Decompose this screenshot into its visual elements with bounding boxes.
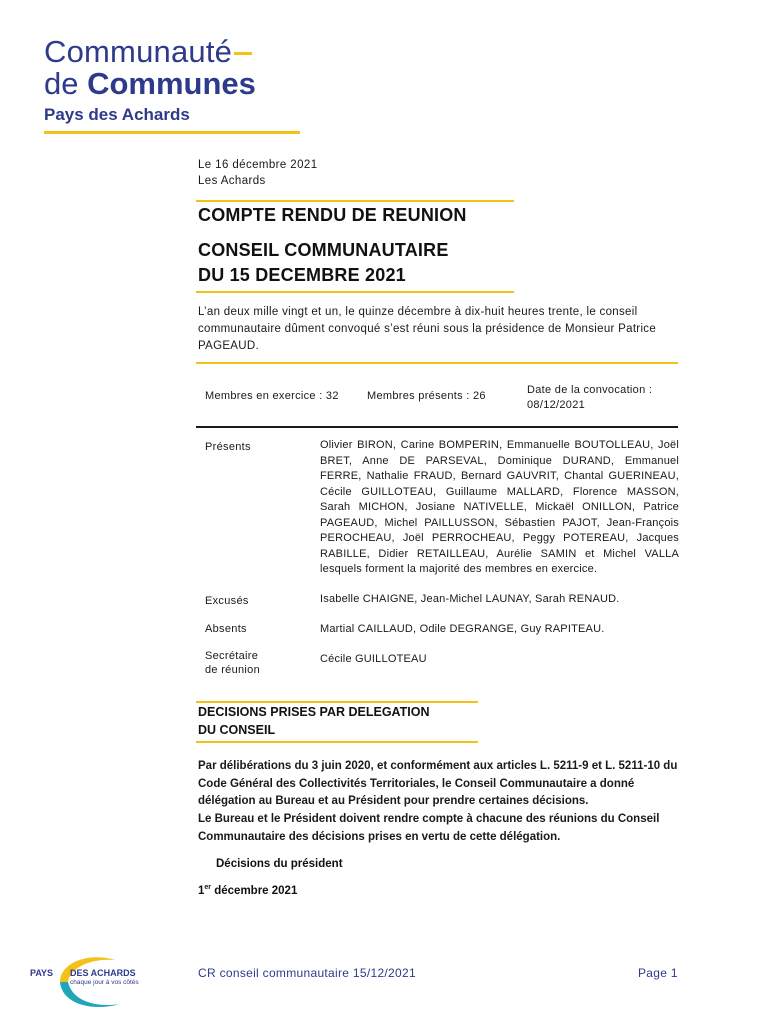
title-bottom-rule xyxy=(196,291,514,293)
secretary-name: Cécile GUILLOTEAU xyxy=(320,653,427,665)
decision-date xyxy=(198,879,297,900)
footer-logo xyxy=(30,952,160,1012)
stats-rule xyxy=(196,426,678,428)
absent-label: Absents xyxy=(205,623,247,635)
decisions-title-line2: DU CONSEIL xyxy=(198,723,276,737)
document-place: Les Achards xyxy=(198,175,266,187)
present-list: Olivier BIRON, Carine BOMPERIN, Emmanuelle BOUTOLLEAU, Joël BRET, Anne DE PARSEVAL, Dominique DURAND, Emmanuel FERRE, Nathalie FRAUD, Bernard GAUVRIT, Chantal GUERINEAU, Cécile GUILLOTEAU, Guillaume MALLARD, Florence MASSON, Sarah MICHON, Josiane NATIVELLE, Mickaël ONILLON, Patrice PAGEAUD, Michel PAILLUSSON, Sébastien PAJOT, Jean-François PEROCHEAU, Joël PERROCHEAU, Peggy POTEREAU, Jacques RABILLE, Didier RETAILLEAU, Aurélie SAMIN et Michel VALLA lesquels forment la majorité des membres en exercice. xyxy=(320,439,679,575)
convocation-block xyxy=(527,383,652,413)
subtitle-line2: DU 15 DECEMBRE 2021 xyxy=(198,265,406,285)
main-title: COMPTE RENDU DE REUNION xyxy=(198,205,467,225)
decision-date-day: 1 xyxy=(198,884,205,897)
subtitle-line1: CONSEIL COMMUNAUTAIRE xyxy=(198,240,449,260)
logo-line3: Pays des Achards xyxy=(44,105,190,124)
footer-logo-text1: PAYS xyxy=(30,968,54,978)
decisions-title-line1: DECISIONS PRISES PAR DELEGATION xyxy=(198,705,430,719)
footer-logo-tagline: chaque jour à vos côtés xyxy=(70,979,139,986)
present-label: Présents xyxy=(205,441,251,453)
footer-page-number: Page 1 xyxy=(638,966,678,980)
excused-list: Isabelle CHAIGNE, Jean-Michel LAUNAY, Sarah RENAUD. xyxy=(320,593,620,605)
header-logo xyxy=(44,36,314,134)
decisions-title xyxy=(198,703,430,739)
absent-list: Martial CAILLAUD, Odile DEGRANGE, Guy RAPITEAU. xyxy=(320,623,605,635)
intro-paragraph: L’an deux mille vingt et un, le quinze décembre à dix-huit heures trente, le conseil communautaire dûment convoqué s’est réuni sous la présidence de Monsieur Patrice PAGEAUD. xyxy=(198,306,657,352)
date-place-block xyxy=(198,157,318,189)
logo-underline xyxy=(44,131,300,134)
convocation-label: Date de la convocation : xyxy=(527,384,653,396)
secretary-label-line2: de réunion xyxy=(205,664,260,676)
delegation-paragraph: Par délibérations du 3 juin 2020, et conformément aux articles L. 5211-9 et L. 5211-10 du Code Général des Collectivités Territoriales, le Conseil Communautaire a donné délégation au Bureau et au Président pour prendre certaines décisions. xyxy=(198,760,678,807)
excused-label: Excusés xyxy=(205,595,249,607)
members-in-office: Membres en exercice : 32 xyxy=(205,390,339,402)
report-paragraph: Le Bureau et le Président doivent rendre compte à chacune des réunions du Conseil Communautaire des décisions prises en vertu de cette délégation. xyxy=(198,813,660,843)
logo-line2-main: Communes xyxy=(87,66,256,101)
logo-line1: Communauté xyxy=(44,34,233,69)
intro-rule xyxy=(196,362,678,364)
president-decisions-heading: Décisions du président xyxy=(216,858,343,870)
footer-logo-text2: DES ACHARDS xyxy=(70,968,136,978)
logo-dash xyxy=(234,52,252,55)
logo-line2-prefix: de xyxy=(44,66,79,101)
decisions-bottom-rule xyxy=(196,741,478,743)
secretary-label-line1: Secrétaire xyxy=(205,650,259,662)
secretary-label xyxy=(205,649,260,677)
title-top-rule xyxy=(196,200,514,202)
decision-date-sup: er xyxy=(204,884,212,891)
footer-doc-ref: CR conseil communautaire 15/12/2021 xyxy=(198,966,416,980)
document-date: Le 16 décembre 2021 xyxy=(198,159,318,171)
members-present: Membres présents : 26 xyxy=(367,390,486,402)
decision-date-rest: décembre 2021 xyxy=(211,884,298,897)
convocation-date: 08/12/2021 xyxy=(527,399,586,411)
